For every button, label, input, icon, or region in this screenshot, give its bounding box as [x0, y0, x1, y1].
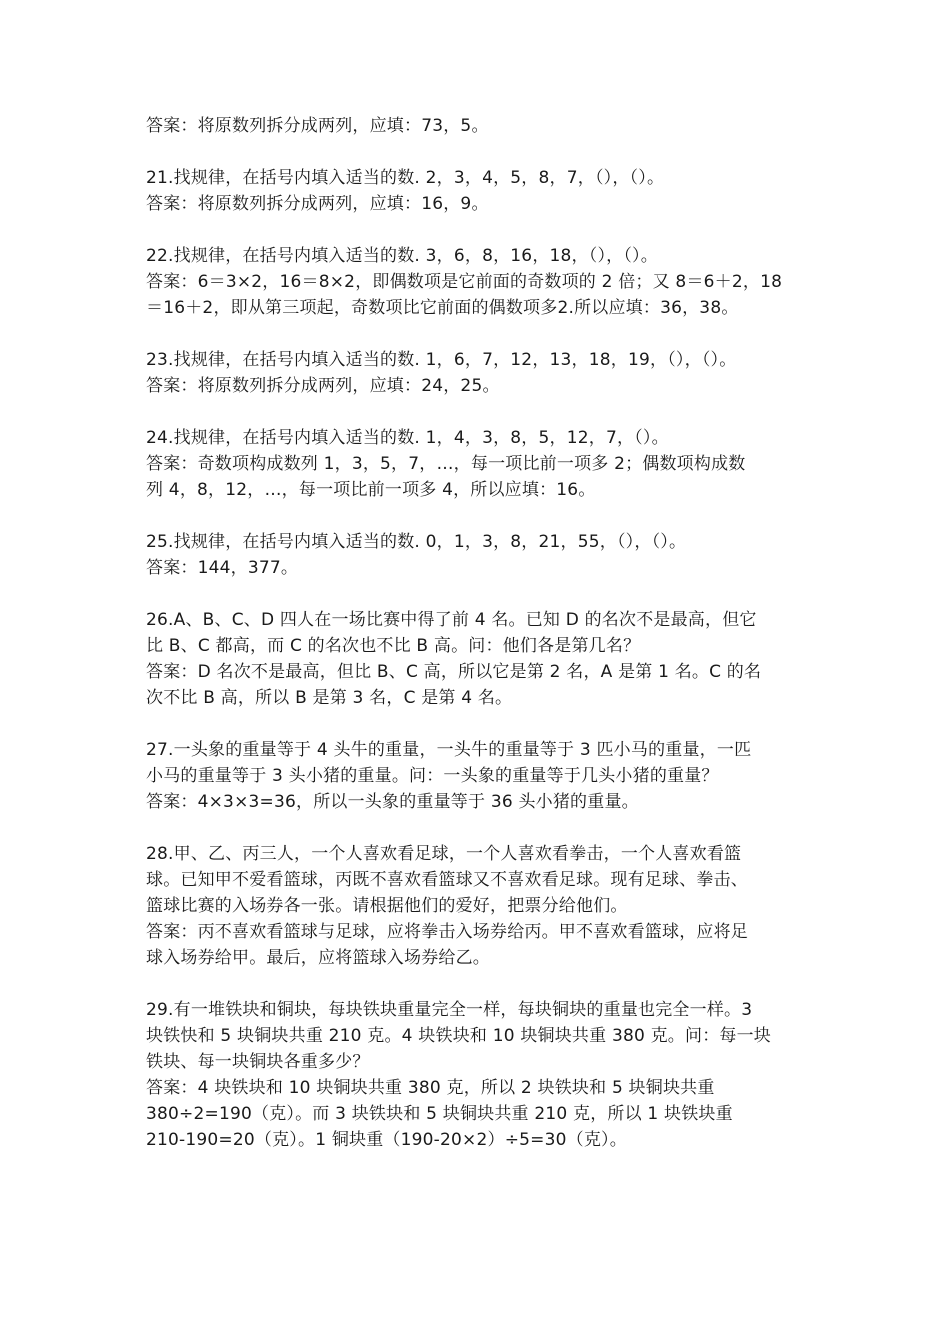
question-block	[146, 841, 814, 971]
text-line: 29.有一堆铁块和铜块，每块铁块重量完全一样，每块铜块的重量也完全一样。3	[146, 1000, 753, 1020]
text-line: 答案：将原数列拆分成两列，应填：73，5。	[146, 116, 489, 136]
question-block	[146, 737, 814, 815]
text-line: 答案：奇数项构成数列 1，3，5，7，…，每一项比前一项多 2；偶数项构成数	[146, 454, 746, 474]
text-line: 球。已知甲不爱看篮球，丙既不喜欢看篮球又不喜欢看足球。现有足球、拳击、	[146, 870, 748, 890]
text-line: 25.找规律，在括号内填入适当的数. 0，1，3，8，21，55，（），（）。	[146, 532, 687, 552]
text-line: 28.甲、乙、丙三人，一个人喜欢看足球，一个人喜欢看拳击，一个人喜欢看篮	[146, 844, 742, 864]
text-line: 27.一头象的重量等于 4 头牛的重量，一头牛的重量等于 3 匹小马的重量，一匹	[146, 740, 752, 760]
text-line: 23.找规律，在括号内填入适当的数. 1，6，7，12，13，18，19，（），（）。	[146, 350, 737, 370]
text-line: 答案：将原数列拆分成两列，应填：24，25。	[146, 376, 500, 396]
question-block	[146, 165, 814, 217]
text-line: 球入场券给甲。最后，应将篮球入场券给乙。	[146, 948, 490, 968]
text-line: 篮球比赛的入场券各一张。请根据他们的爱好，把票分给他们。	[146, 896, 628, 916]
text-line: 答案：丙不喜欢看篮球与足球，应将拳击入场券给丙。甲不喜欢看篮球，应将足	[146, 922, 748, 942]
text-line: 铁块、每一块铜块各重多少？	[146, 1052, 370, 1072]
text-line: 380÷2=190（克）。而 3 块铁块和 5 块铜块共重 210 克，所以 1 块铁块重	[146, 1104, 733, 1124]
text-line: 列 4，8，12，…，每一项比前一项多 4，所以应填：16。	[146, 480, 596, 500]
text-line: 24.找规律，在括号内填入适当的数. 1，4，3，8，5，12，7，（）。	[146, 428, 669, 448]
text-line: 答案：6＝3×2，16＝8×2，即偶数项是它前面的奇数项的 2 倍；又 8＝6＋2，18	[146, 272, 783, 292]
text-line: 答案：将原数列拆分成两列，应填：16，9。	[146, 194, 489, 214]
text-line: 块铁快和 5 块铜块共重 210 克。4 块铁块和 10 块铜块共重 380 克。问：每一块	[146, 1026, 771, 1046]
text-line: 26.A、B、C、D 四人在一场比赛中得了前 4 名。已知 D 的名次不是最高，但它	[146, 610, 757, 630]
question-block	[146, 607, 814, 711]
text-line: 22.找规律，在括号内填入适当的数. 3，6，8，16，18，（），（）。	[146, 246, 658, 266]
text-line: 210-190=20（克）。1 铜块重（190-20×2）÷5=30（克）。	[146, 1130, 627, 1150]
text-line: 次不比 B 高，所以 B 是第 3 名，C 是第 4 名。	[146, 688, 513, 708]
text-line: 答案：D 名次不是最高，但比 B、C 高，所以它是第 2 名，A 是第 1 名。C 的名	[146, 662, 762, 682]
question-block	[146, 243, 814, 321]
text-line: 比 B、C 都高，而 C 的名次也不比 B 高。问：他们各是第几名？	[146, 636, 641, 656]
text-line: 答案：4×3×3=36，所以一头象的重量等于 36 头小猪的重量。	[146, 792, 639, 812]
question-block	[146, 529, 814, 581]
document-page	[146, 113, 814, 1179]
question-block	[146, 113, 814, 139]
text-line: 答案：4 块铁块和 10 块铜块共重 380 克，所以 2 块铁块和 5 块铜块共重	[146, 1078, 715, 1098]
question-block	[146, 997, 814, 1153]
question-block	[146, 347, 814, 399]
text-line: ＝16＋2，即从第三项起，奇数项比它前面的偶数项多2.所以应填：36，38。	[146, 298, 739, 318]
text-line: 21.找规律，在括号内填入适当的数. 2，3，4，5，8，7，（），（）。	[146, 168, 665, 188]
text-line: 答案：144，377。	[146, 558, 299, 578]
text-line: 小马的重量等于 3 头小猪的重量。问：一头象的重量等于几头小猪的重量？	[146, 766, 719, 786]
question-block	[146, 425, 814, 503]
